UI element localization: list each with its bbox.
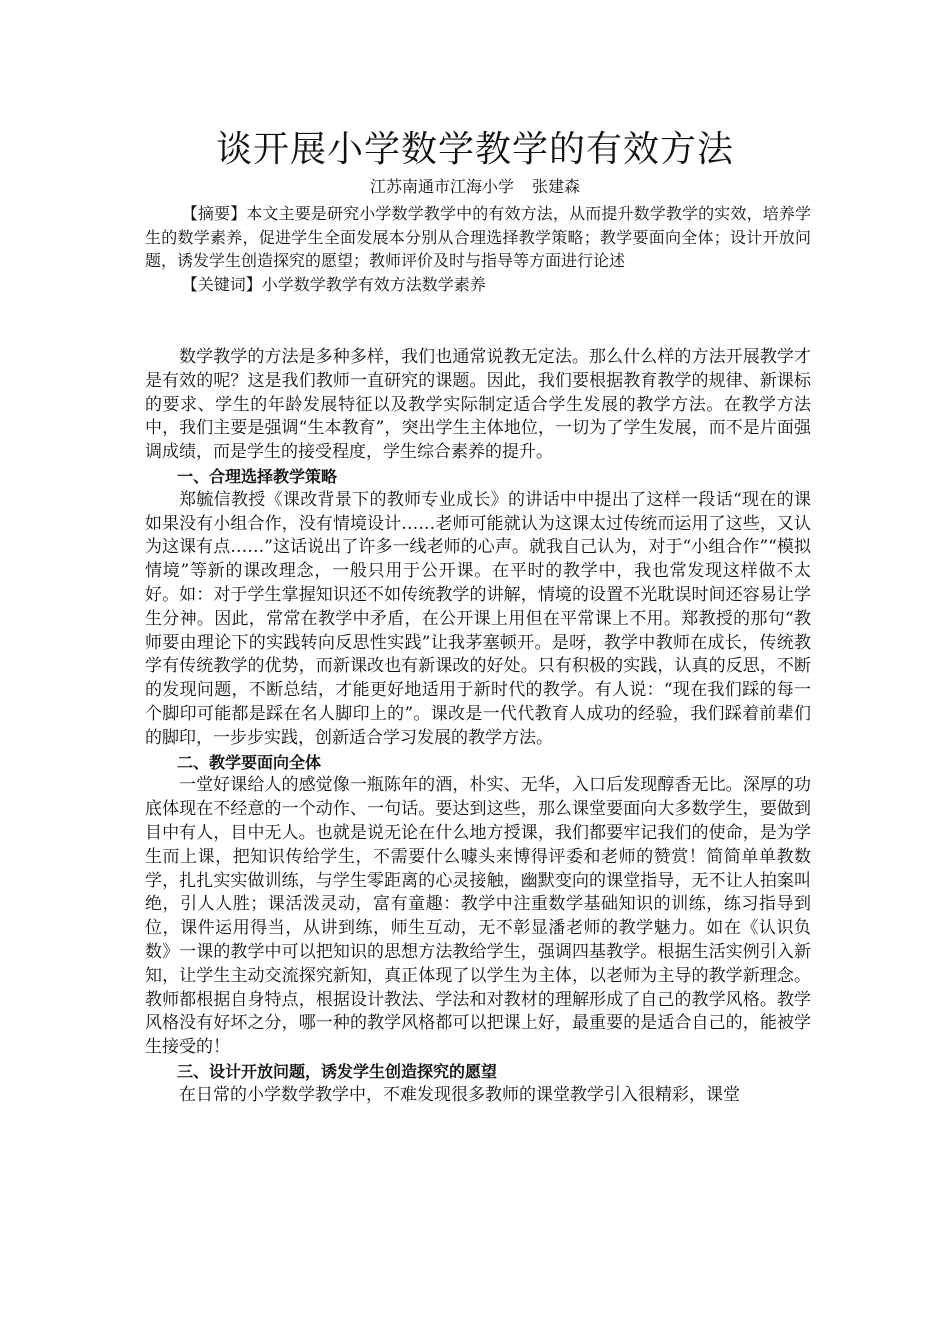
author-name: 张建森 [532,177,581,196]
section-heading-2: 二、教学要面向全体 [177,752,322,772]
keywords-paragraph: 【关键词】小学数学教学有效方法数学素养 [181,274,486,294]
document-title: 谈开展小学数学教学的有效方法 [215,129,734,170]
section-heading-3: 三、设计开放问题，诱发学生创造探究的愿望 [177,1061,498,1081]
section-paragraph-2: 一堂好课给人的感觉像一瓶陈年的酒，朴实、无华，入口后发现醇香无比。深厚的功底体现在不经意的一个动作、一句话。要达到这些，那么课堂要面向大多数学生，要做到目中有人，目中无人。也就是说无论在什么地方授课，我们都要牢记我们的使命，是为学生而上课，把知识传给学生，不需要什么噱头来博得评委和老师的赞赏！简简单单教数学，扎扎实实做训练，与学生零距离的心灵接触，幽默变向的课堂指导，无不让人拍案叫绝，引人人胜；课活泼灵动，富有童趣：教学中注重数学基础知识的训练，练习指导到位，课件运用得当，从讲到练，师生互动，无不彰显潘老师的教学魅力。如在《认识负数》一课的教学中可以把知识的思想方法教给学生，强调四基教学。根据生活实例引入新知，让学生主动交流探究新知，真正体现了以学生为主体，以老师为主导的教学新理念。教师都根据自身特点，根据设计教法、学法和对教材的理解形成了自己的教学风格。教学风格没有好坏之分，哪一种的教学风格都可以把课上好，最重要的是适合自己的，能被学生接受的！ [145,775,811,1058]
author-line [0,176,950,198]
abstract-block [145,202,811,296]
intro-paragraph: 数学教学的方法是多种多样，我们也通常说教无定法。那么什么样的方法开展教学才是有效的呢？这是我们教师一直研究的课题。因此，我们要根据教育教学的规律、新课标的要求、学生的年龄发展特征以及教学实际制定适合学生发展的教学方法。在教学方法中，我们主要是强调“生本教育”，突出学生主体地位，一切为了学生发展，而不是片面强调成绩，而是学生的接受程度，学生综合素养的提升。 [145,347,811,463]
abstract-paragraph: 【摘要】本文主要是研究小学数学教学中的有效方法，从而提升数学教学的实效，培养学生的数学素养，促进学生全面发展本分别从合理选择教学策略；教学要面向全体；设计开放问题，诱发学生创造探究的愿望；教师评价及时与指导等方面进行论述 [145,204,811,270]
author-affiliation: 江苏南通市江海小学 [369,177,514,196]
section-heading-1: 一、合理选择教学策略 [177,466,338,486]
section-paragraph-3: 在日常的小学数学教学中，不难发现很多教师的课堂教学引入很精彩，课堂 [179,1084,740,1105]
body-text [145,346,811,1108]
section-paragraph-1: 郑毓信教授《课改背景下的教师专业成长》的讲话中中提出了这样一段话“现在的课如果没有小组合作，没有情境设计……老师可能就认为这课太过传统而运用了这些，又认为这课有点……”这话说出了许多一线老师的心声。就我自己认为，对于“小组合作”“模拟情境”等新的课改理念，一般只用于公开课。在平时的教学中，我也常发现这样做不太好。如：对于学生掌握知识还不如传统教学的讲解，情境的设置不光耽误时间还容易让学生分神。因此，常常在教学中矛盾，在公开课上用但在平常课上不用。郑教授的那句“教师要由理论下的实践转向反思性实践”让我茅塞顿开。是呀，教学中教师在成长，传统教学有传统教学的优势，而新课改也有新课改的好处。只有积极的实践，认真的反思，不断的发现问题，不断总结，才能更好地适用于新时代的教学。有人说：“现在我们踩的每一个脚印可能都是踩在名人脚印上的”。课改是一代代教育人成功的经验，我们踩着前辈们的脚印，一步步实践，创新适合学习发展的教学方法。 [145,489,811,748]
